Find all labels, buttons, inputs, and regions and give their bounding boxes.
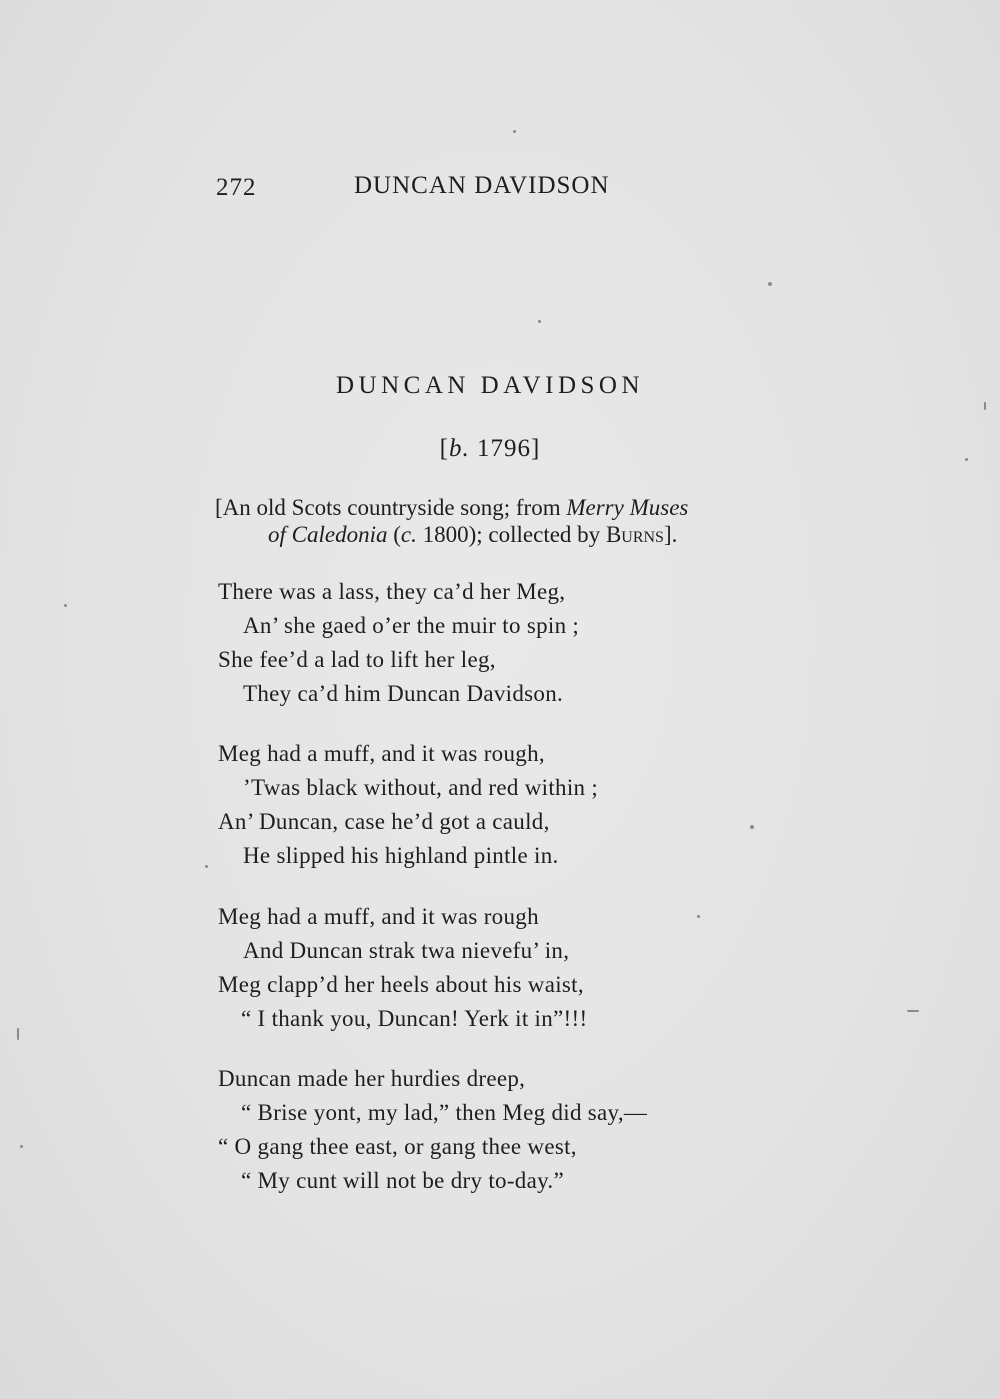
running-title: DUNCAN DAVIDSON	[354, 172, 610, 199]
note-open: [An old Scots countryside song; from	[215, 495, 567, 520]
verse-line: An’ Duncan, case he’d got a cauld,	[218, 809, 550, 834]
verse-line: He slipped his highland pintle in.	[243, 843, 559, 868]
note-circa: c.	[400, 522, 417, 547]
stanza-3	[218, 900, 778, 1036]
verse-line: An’ she gaed o’er the muir to spin ;	[243, 613, 580, 638]
note-after-circa: 1800); collected by	[416, 522, 606, 547]
paper-speck	[697, 915, 700, 918]
paper-speck	[64, 604, 67, 607]
verse-line: “ Brise yont, my lad,” then Meg did say,—	[241, 1100, 648, 1125]
paper-speck	[907, 1010, 919, 1012]
editorial-note	[215, 494, 775, 548]
note-mid: (	[387, 522, 401, 547]
note-source-1: Merry Muses	[566, 495, 689, 520]
verse-line: Duncan made her hurdies dreep,	[218, 1066, 526, 1091]
verse-line: She fee’d a lad to lift her leg,	[218, 647, 496, 672]
birth-abbrev: b.	[449, 435, 470, 462]
verse-line: Meg had a muff, and it was rough,	[218, 741, 545, 766]
page-number: 272	[216, 174, 257, 201]
birth-bracket: [	[439, 435, 449, 462]
stanza-4	[218, 1062, 778, 1198]
poem-title: DUNCAN DAVIDSON	[335, 372, 645, 399]
paper-speck	[768, 282, 772, 286]
note-collector: Burns	[605, 522, 664, 547]
verse-line: “ I thank you, Duncan! Yerk it in”!!!	[241, 1006, 588, 1031]
paper-speck	[750, 825, 754, 829]
verse-line: They ca’d him Duncan Davidson.	[243, 681, 564, 706]
paper-speck	[17, 1028, 19, 1040]
verse-line: Meg clapp’d her heels about his waist,	[218, 972, 584, 997]
paper-speck	[538, 320, 541, 323]
verse-line: “ My cunt will not be dry to-day.”	[241, 1168, 564, 1193]
birth-year: 1796]	[469, 435, 541, 462]
paper-speck	[513, 130, 516, 133]
verse-line: There was a lass, they ca’d her Meg,	[218, 579, 566, 604]
stanza-1	[218, 575, 778, 711]
paper-speck	[205, 865, 208, 868]
verse-line: “ O gang thee east, or gang thee west,	[218, 1134, 577, 1159]
note-line-2	[215, 521, 775, 548]
note-source-2: of Caledonia	[268, 522, 388, 547]
running-head	[216, 172, 636, 208]
note-close: ].	[663, 522, 678, 547]
birth-date	[0, 435, 980, 463]
paper-speck	[984, 402, 986, 410]
verse-line: And Duncan strak twa nievefu’ in,	[243, 938, 570, 963]
paper-speck	[965, 458, 968, 461]
paper-speck	[20, 1145, 23, 1148]
verse-line: ’Twas black without, and red within ;	[243, 775, 599, 800]
verse-line: Meg had a muff, and it was rough	[218, 904, 539, 929]
stanza-2	[218, 737, 778, 873]
